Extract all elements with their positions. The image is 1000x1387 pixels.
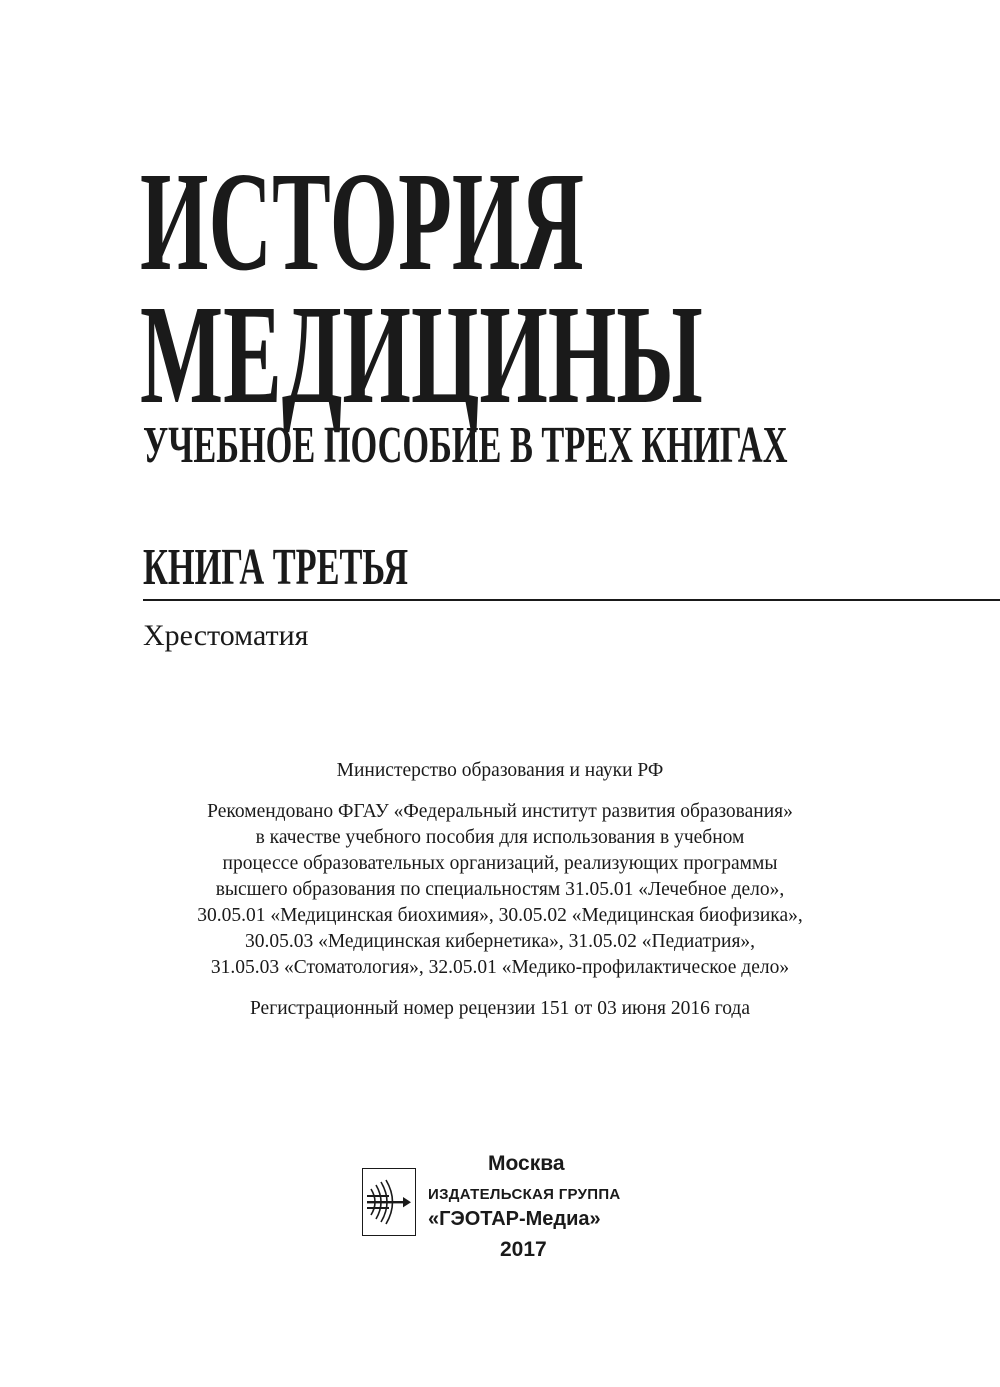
book-number: КНИГА ТРЕТЬЯ	[143, 539, 409, 596]
recommendation-line: высшего образования по специальностям 31.05.01 «Лечебное дело»,	[215, 879, 785, 900]
recommendation-line: 31.05.03 «Стоматология», 32.05.01 «Медико-профилактическое дело»	[210, 957, 790, 978]
recommendation-text	[150, 799, 850, 981]
publisher-city: Москва	[488, 1152, 565, 1175]
recommendation-line: 30.05.01 «Медицинская биохимия», 30.05.02 «Медицинская биофизика»,	[197, 905, 803, 926]
publisher-name: «ГЭОТАР-Медиа»	[428, 1208, 601, 1230]
subtitle: УЧЕБНОЕ ПОСОБИЕ В ТРЕХ КНИГАХ	[143, 417, 788, 474]
title-line-1: ИСТОРИЯ	[140, 142, 584, 300]
approval-block	[150, 758, 850, 1022]
ministry-line: Министерство образования и науки РФ	[336, 760, 664, 781]
publisher-group-label: ИЗДАТЕЛЬСКАЯ ГРУППА	[428, 1186, 621, 1203]
genre-label: Хрестоматия	[143, 619, 309, 652]
title-line-2: МЕДИЦИНЫ	[140, 275, 703, 433]
publisher-block	[362, 1148, 662, 1268]
recommendation-line: Рекомендовано ФГАУ «Федеральный институт развития образования»	[207, 801, 793, 822]
recommendation-line: в качестве учебного пособия для использования в учебном	[255, 827, 745, 848]
recommendation-line: 30.05.03 «Медицинская кибернетика», 31.05.02 «Педиатрия»,	[244, 931, 756, 952]
recommendation-line: процессе образовательных организаций, реализующих программы	[222, 853, 778, 874]
geotar-logo-icon	[362, 1168, 416, 1236]
horizontal-divider	[143, 599, 1000, 601]
registration-line: Регистрационный номер рецензии 151 от 03 июня 2016 года	[249, 998, 751, 1019]
publication-year: 2017	[500, 1238, 547, 1261]
